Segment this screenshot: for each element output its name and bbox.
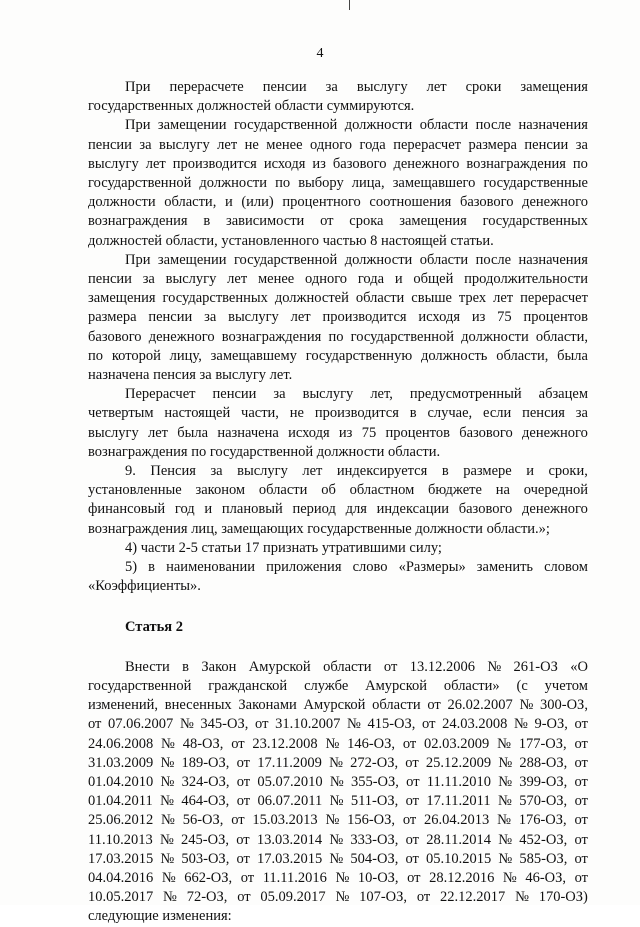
article-heading: Статья 2 — [125, 619, 183, 636]
text-line: размера пенсии за выслугу лет производится исходя из 75 процентов — [88, 309, 588, 326]
text-line: выслугу лет производится исходя из базового денежного вознаграждения по — [88, 155, 588, 172]
text-line: пенсии за выслугу лет не менее одного года перерасчет размера пенсии за — [88, 136, 588, 153]
text-line: При замещении государственной должности области после назначения — [125, 117, 588, 134]
text-line: Внести в Закон Амурской области от 13.12.2006 № 261-ОЗ «О — [125, 658, 588, 675]
text-line: «Коэффициенты». — [88, 578, 201, 595]
text-line: Перерасчет пенсии за выслугу лет, предусмотренный абзацем — [125, 386, 588, 403]
text-line: При перерасчете пенсии за выслугу лет сроки замещения — [125, 79, 588, 95]
text-line: 4) части 2-5 статьи 17 признать утратившими силу; — [125, 539, 442, 556]
text-line: назначена пенсия за выслугу лет. — [88, 367, 293, 384]
text-line: финансовый год и плановый период для индексации базового денежного — [88, 501, 588, 518]
text-line: по которой лицу, замещавшему государственную должность области, была — [88, 347, 588, 364]
text-line: следующие изменения: — [88, 908, 232, 925]
text-line: 17.03.2015 № 503-ОЗ, от 17.03.2015 № 504-ОЗ, от 05.10.2015 № 585-ОЗ, от — [88, 850, 588, 867]
text-line: 01.04.2011 № 464-ОЗ, от 06.07.2011 № 511-ОЗ, от 17.11.2011 № 570-ОЗ, от — [88, 793, 588, 810]
text-line: пенсии за выслугу лет менее одного года и общей продолжительности — [88, 271, 588, 288]
text-line: 31.03.2009 № 189-ОЗ, от 17.11.2009 № 272-ОЗ, от 25.12.2009 № 288-ОЗ, от — [88, 754, 588, 771]
text-line: должностей области, установленного частью 8 настоящей статьи. — [88, 232, 494, 249]
text-line: 5) в наименовании приложения слово «Размеры» заменить словом — [125, 559, 588, 576]
text-line: изменений, внесенных Законами Амурской области от 26.02.2007 № 300-ОЗ, — [88, 697, 588, 714]
text-line: государственной гражданской службе Амурской области» (с учетом — [88, 677, 588, 694]
text-line: 01.04.2010 № 324-ОЗ, от 05.07.2010 № 355-ОЗ, от 11.11.2010 № 399-ОЗ, от — [88, 773, 588, 790]
text-line: вознаграждения в зависимости от срока замещения государственных — [88, 213, 588, 230]
text-line: должности области, и (или) процентного соотношения базового денежного — [88, 194, 588, 211]
text-line: 10.05.2017 № 72-ОЗ, от 05.09.2017 № 107-ОЗ, от 22.12.2017 № 170-ОЗ) — [88, 889, 588, 906]
text-line: 24.06.2008 № 48-ОЗ, от 23.12.2008 № 146-ОЗ, от 02.03.2009 № 177-ОЗ, от — [88, 735, 588, 752]
text-line: государственной должности по выбору лица, замещавшего государственные — [88, 175, 588, 192]
text-line: вознаграждения по государственной должности области. — [88, 443, 441, 460]
text-line: установленные законом области об областном бюджете на очередной — [88, 482, 588, 499]
article1-continuation — [88, 78, 588, 596]
text-line: выслугу лет была назначена исходя из 75 процентов базового денежного — [88, 424, 588, 441]
text-line: 11.10.2013 № 245-ОЗ, от 13.03.2014 № 333-ОЗ, от 28.11.2014 № 452-ОЗ, от — [88, 831, 588, 848]
text-line: базового денежного вознаграждения по государственной должности области, — [88, 328, 588, 345]
text-line: 9. Пенсия за выслугу лет индексируется в размере и сроки, — [125, 463, 588, 480]
text-line: от 07.06.2007 № 345-ОЗ, от 31.10.2007 № 415-ОЗ, от 24.03.2008 № 9-ОЗ, от — [88, 716, 588, 733]
text-line: четвертым настоящей части, не производится в случае, если пенсия за — [88, 405, 588, 422]
document-body — [88, 78, 588, 927]
scan-mark — [349, 0, 350, 10]
text-line: При замещении государственной должности области после назначения — [125, 251, 588, 268]
article2-body — [88, 658, 588, 927]
text-line: государственных должностей области суммируются. — [88, 98, 415, 115]
text-line: 25.06.2012 № 56-ОЗ, от 15.03.2013 № 156-ОЗ, от 26.04.2013 № 176-ОЗ, от — [88, 812, 588, 829]
page-number: 4 — [316, 46, 324, 61]
text-line: 04.04.2016 № 662-ОЗ, от 11.11.2016 № 10-ОЗ, от 28.12.2016 № 46-ОЗ, от — [88, 869, 588, 886]
text-line: замещения государственных должностей области свыше трех лет перерасчет — [88, 290, 588, 307]
text-line: вознаграждения лиц, замещающих государственные должности области.»; — [88, 520, 550, 537]
